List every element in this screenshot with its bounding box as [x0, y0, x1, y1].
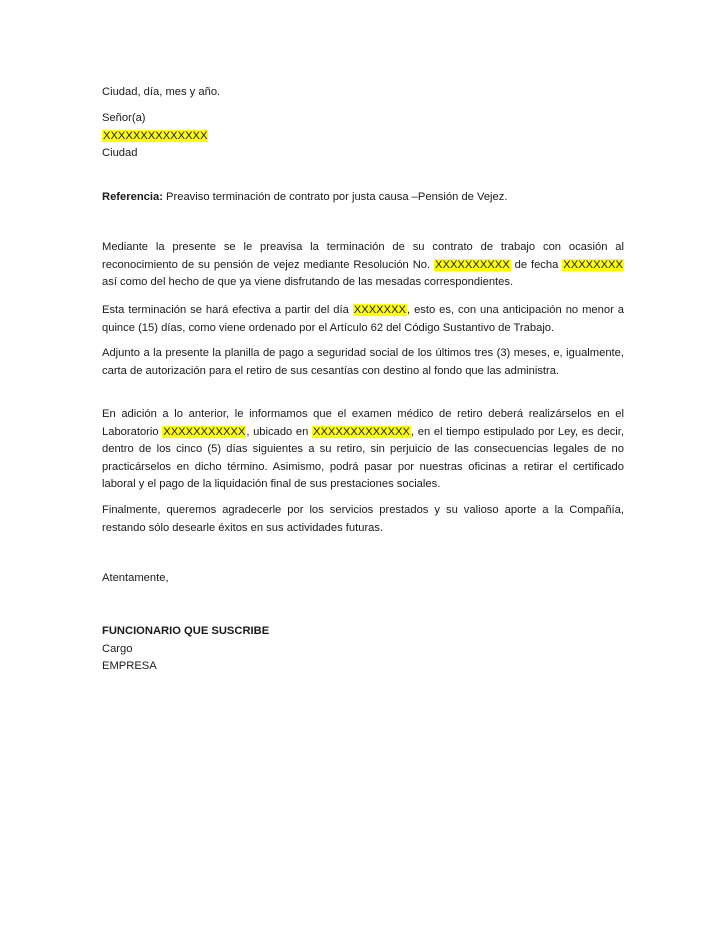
date-line — [102, 84, 624, 102]
resolution-number-placeholder: XXXXXXXXXX — [435, 258, 510, 271]
signature-company: EMPRESA — [102, 660, 157, 672]
reference-label: Referencia: — [102, 191, 163, 203]
p3-text: Adjunto a la presente la planilla de pago a seguridad social de los últimos tres (3) meses, e, igualmente, carta de autorización para el retiro de sus cesantías con destino al fondo que las administra. — [102, 347, 624, 377]
address-placeholder: XXXXXXXXXXXXX — [313, 425, 411, 438]
closing-text: Atentamente, — [102, 572, 169, 584]
recipient-city: Ciudad — [102, 147, 138, 159]
p2-text-1: Esta terminación se hará efectiva a partir del día — [102, 304, 353, 316]
p4-text-3: , en el tiempo estipulado por Ley, es decir, dentro de los cinco (5) días siguientes a su retiro, sin perjuicio de las consecuencias legales de no practicárselos en dicho término. Asimismo, podrá pasar por nuestras oficinas a retirar el certificado laboral y el pago de la liquidación final de sus prestaciones sociales. — [102, 425, 624, 490]
p1-text-3: así como del hecho de que ya viene disfrutando de las mesadas correspondientes. — [102, 276, 514, 288]
paragraph-effective-date — [102, 302, 624, 337]
closing-line — [102, 570, 624, 588]
p4-text-2: , ubicado en — [246, 425, 312, 438]
recipient-block — [102, 110, 624, 163]
p1-text-1: Mediante la presente se le preavisa la terminación de su contrato de trabajo con ocasión al reconocimiento de su pensión de vejez mediante Resolución No. — [102, 241, 624, 271]
paragraph-attachments — [102, 345, 624, 380]
reference-text: Preaviso terminación de contrato por justa causa –Pensión de Vejez. — [162, 191, 508, 203]
date-line-text: Ciudad, día, mes y año. — [102, 86, 221, 98]
signature-position: Cargo — [102, 642, 133, 655]
paragraph-closing-thanks — [102, 502, 624, 537]
reference-line — [102, 189, 624, 207]
signature-block — [102, 623, 624, 676]
paragraph-preaviso — [102, 239, 624, 292]
paragraph-medical-exam — [102, 406, 624, 494]
p1-text-2: de fecha — [510, 258, 563, 271]
p4-text-1: En adición a lo anterior, le informamos que el examen médico de retiro deberá realizárselos en el Laboratorio — [102, 408, 624, 438]
p5-text: Finalmente, queremos agradecerle por los servicios prestados y su valioso aporte a la Compañía, restando sólo desearle éxitos en sus actividades futuras. — [102, 504, 624, 534]
resolution-date-placeholder: XXXXXXXX — [563, 258, 623, 271]
recipient-name-placeholder: XXXXXXXXXXXXXX — [103, 129, 208, 142]
laboratory-placeholder: XXXXXXXXXXX — [163, 425, 246, 438]
recipient-salutation: Señor(a) — [102, 112, 146, 124]
signature-title: FUNCIONARIO QUE SUSCRIBE — [102, 625, 270, 637]
p2-text-2: , esto es, con una anticipación no menor a quince (15) días, como viene ordenado por el Artículo 62 del Código Sustantivo de Trabajo. — [102, 304, 624, 334]
effective-day-placeholder: XXXXXXX — [353, 304, 406, 316]
